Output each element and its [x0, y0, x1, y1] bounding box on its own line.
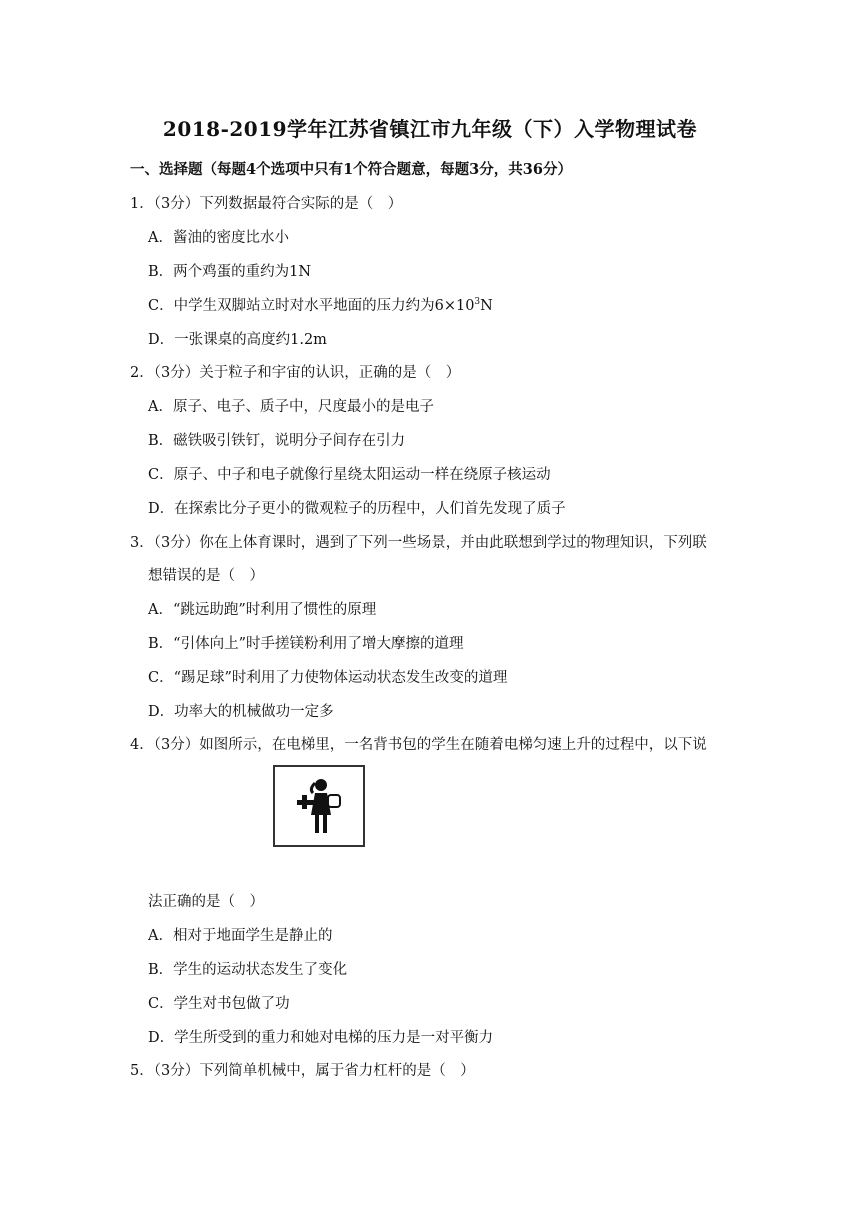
- question-1-option-b: B．两个鸡蛋的重约为1N: [148, 264, 312, 280]
- question-2-option-c: C．原子、中子和电子就像行星绕太阳运动一样在绕原子核运动: [148, 467, 551, 483]
- exponent: 3: [474, 297, 481, 308]
- question-5-stem: 5．（3分）下列简单机械中，属于省力杠杆的是（ ）: [130, 1063, 475, 1079]
- question-2-option-b: B．磁铁吸引铁钉，说明分子间存在引力: [148, 433, 406, 449]
- question-3-option-c: C．“踢足球”时利用了力使物体运动状态发生改变的道理: [148, 670, 508, 686]
- question-2-option-a: A．原子、电子、质子中，尺度最小的是电子: [148, 399, 434, 415]
- unit: N: [480, 298, 493, 314]
- elevator-figure: [273, 765, 365, 847]
- option-c-text: C．中学生双脚站立时对水平地面的压力约为6×10: [148, 298, 475, 314]
- question-3-stem-line2: 想错误的是（ ）: [148, 568, 264, 584]
- question-3-option-a: A．“跳远助跑”时利用了惯性的原理: [148, 602, 377, 618]
- student-with-backpack-icon: [275, 767, 363, 845]
- question-4-option-b: B．学生的运动状态发生了变化: [148, 962, 348, 978]
- question-3-option-d: D．功率大的机械做功一定多: [148, 704, 334, 720]
- question-4-option-d: D．学生所受到的重力和她对电梯的压力是一对平衡力: [148, 1030, 494, 1046]
- question-2-option-d: D．在探索比分子更小的微观粒子的历程中，人们首先发现了质子: [148, 501, 566, 517]
- section-heading: 一、选择题（每题4个选项中只有1个符合题意，每题3分，共36分）: [130, 161, 572, 178]
- question-4-option-a: A．相对于地面学生是静止的: [148, 928, 333, 944]
- question-4-stem-line2: 法正确的是（ ）: [148, 894, 264, 910]
- question-3-option-b: B．“引体向上”时手搓镁粉利用了增大摩擦的道理: [148, 636, 464, 652]
- question-3-stem-line1: 3．（3分）你在上体育课时，遇到了下列一些场景，并由此联想到学过的物理知识，下列联: [130, 535, 707, 551]
- question-2-stem: 2．（3分）关于粒子和宇宙的认识，正确的是（ ）: [130, 365, 461, 381]
- question-1-option-c: [148, 294, 493, 315]
- question-4-stem-line1: 4．（3分）如图所示，在电梯里，一名背书包的学生在随着电梯匀速上升的过程中，以下说: [130, 737, 707, 753]
- question-4-option-c: C．学生对书包做了功: [148, 996, 290, 1012]
- question-1-stem: 1．（3分）下列数据最符合实际的是（ ）: [130, 196, 403, 212]
- exam-title: 2018-2019学年江苏省镇江市九年级（下）入学物理试卷: [162, 117, 698, 141]
- question-1-option-a: A．酱油的密度比水小: [148, 230, 289, 246]
- question-1-option-d: D．一张课桌的高度约1.2m: [148, 332, 327, 348]
